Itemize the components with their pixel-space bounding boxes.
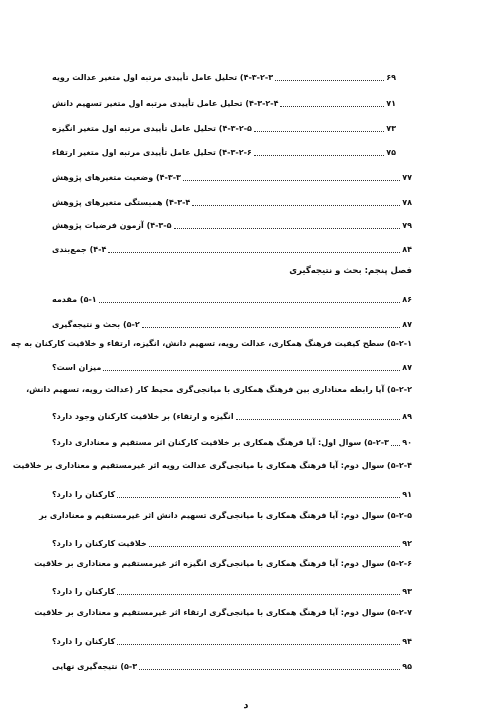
dot-leader (117, 644, 400, 645)
dot-leader (236, 419, 401, 420)
dot-leader (254, 155, 384, 156)
chapter-heading: فصل پنجم: بحث و نتیجه‌گیری (289, 266, 412, 276)
toc-entry-title: ۵-۲-۳) سوال اول: آیا فرهنگ همکاری بر خلاقیت کارکنان اثر مستقیم و معناداری دارد؟ (52, 438, 389, 447)
toc-entry-title: خلاقیت کارکنان را دارد؟ (52, 539, 147, 548)
toc-entry-line: ۵-۲-۱) سطح کیفیت فرهنگ همکاری، عدالت رویه، تسهیم دانش، انگیزه، ارتقاء و خلاقیت کارکنان به چه (10, 339, 412, 348)
toc-entry-page: ۹۳ (402, 587, 412, 596)
toc-entry-page: ۹۴ (402, 637, 412, 646)
toc-entry-title: انگیزه و ارتقاء) بر خلاقیت کارکنان وجود دارد؟ (52, 412, 234, 421)
dot-leader (117, 594, 400, 595)
toc-entry-line: ۵-۲-۷) سوال دوم: آیا فرهنگ همکاری با میانجی‌گری ارتقاء اثر غیرمستقیم و معناداری بر خلاقیت (34, 608, 412, 617)
toc-entry-title: میزان است؟ (52, 363, 102, 372)
dot-leader (275, 80, 384, 81)
toc-entry-title: ۴-۳-۴) همبستگی متغیرهای پژوهش (52, 198, 191, 207)
toc-entry-line: ۵-۲-۴) سوال دوم: آیا فرهنگ همکاری با میانجی‌گری عدالت رویه اثر غیرمستقیم و معناداری بر خلاقیت (12, 461, 412, 470)
toc-entry[interactable] (52, 238, 412, 256)
dot-leader (254, 131, 384, 132)
toc-entry-page: ۷۸ (402, 198, 412, 207)
toc-entry-title: ۵-۲) بحث و نتیجه‌گیری (52, 320, 140, 329)
toc-entry[interactable] (52, 313, 412, 331)
toc-entry-page: ۸۹ (402, 412, 412, 421)
toc-entry[interactable] (52, 630, 412, 648)
toc-entry-line: ۵-۲-۶) سوال دوم: آیا فرهنگ همکاری با میانجی‌گری انگیزه اثر غیرمستقیم و معناداری بر خلاقیت (34, 559, 412, 568)
dot-leader (280, 106, 384, 107)
toc-entry[interactable] (52, 141, 396, 159)
toc-entry-page: ۷۳ (386, 124, 396, 133)
toc-entry[interactable] (52, 191, 412, 209)
toc-entry-page: ۹۵ (402, 662, 412, 671)
toc-entry[interactable] (52, 117, 396, 135)
toc-entry[interactable] (52, 405, 412, 423)
toc-entry-title: ۴-۳-۳) وضعیت متغیرهای پژوهش (52, 173, 181, 182)
toc-entry-page: ۸۷ (402, 363, 412, 372)
dot-leader (108, 252, 400, 253)
toc-entry-title: ۴-۴) جمع‌بندی (52, 245, 107, 254)
toc-entry-title: ۴-۳-۲-۳) تحلیل عامل تأییدی مرتبه اول متغیر عدالت رویه (52, 73, 274, 82)
toc-entry-page: ۷۱ (386, 99, 396, 108)
toc-entry-page: ۹۱ (402, 490, 412, 499)
toc-entry-line: ۵-۲-۵) سوال دوم: آیا فرهنگ همکاری با میانجی‌گری تسهیم دانش اثر غیرمستقیم و معناداری بر (39, 511, 412, 520)
toc-entry-page: ۸۴ (402, 245, 412, 254)
toc-entry-title: کارکنان را دارد؟ (52, 490, 116, 499)
dot-leader (99, 302, 401, 303)
dot-leader (149, 546, 401, 547)
toc-entry-page: ۸۶ (402, 295, 412, 304)
toc-entry-title: ۴-۳-۲-۴) تحلیل عامل تأییدی مرتبه اول متغیر تسهیم دانش (52, 99, 279, 108)
toc-entry[interactable] (52, 214, 412, 232)
dot-leader (391, 445, 400, 446)
toc-entry-page: ۹۲ (402, 539, 412, 548)
dot-leader (142, 327, 401, 328)
toc-entry[interactable] (52, 532, 412, 550)
toc-entry-page: ۸۷ (402, 320, 412, 329)
toc-entry[interactable] (52, 655, 412, 673)
toc-entry[interactable] (52, 356, 412, 374)
dot-leader (117, 497, 400, 498)
toc-entry-title: ۵-۳) نتیجه‌گیری نهایی (52, 662, 138, 671)
toc-entry-page: ۷۹ (402, 221, 412, 230)
page-number: د (243, 700, 249, 711)
toc-entry-title: ۴-۳-۵) آزمون فرضیات پژوهش (52, 221, 172, 230)
toc-entry[interactable] (52, 166, 412, 184)
toc-entry-title: ۵-۱) مقدمه (52, 295, 97, 304)
toc-entry-line: ۵-۲-۲) آیا رابطه معناداری بین فرهنگ همکاری با میانجی‌گری محیط کار (عدالت رویه، تسهیم دانش، (26, 385, 412, 394)
toc-entry[interactable] (52, 431, 412, 449)
toc-entry[interactable] (52, 92, 396, 110)
toc-entry-page: ۷۵ (386, 148, 396, 157)
toc-entry-title: ۴-۳-۲-۵) تحلیل عامل تأییدی مرتبه اول متغیر انگیزه (52, 124, 252, 133)
dot-leader (174, 228, 401, 229)
toc-entry-title: کارکنان را دارد؟ (52, 637, 116, 646)
toc-entry[interactable] (52, 483, 412, 501)
toc-entry-page: ۷۷ (402, 173, 412, 182)
dot-leader (103, 370, 400, 371)
toc-entry[interactable] (52, 580, 412, 598)
toc-entry-page: ۹۰ (402, 438, 412, 447)
dot-leader (192, 205, 400, 206)
toc-entry-title: ۴-۳-۲-۶) تحلیل عامل تأییدی مرتبه اول متغیر ارتقاء (52, 148, 252, 157)
toc-entry[interactable] (52, 288, 412, 306)
toc-entry[interactable] (52, 66, 396, 84)
dot-leader (183, 180, 400, 181)
dot-leader (139, 669, 400, 670)
toc-entry-page: ۶۹ (386, 73, 396, 82)
toc-entry-title: کارکنان را دارد؟ (52, 587, 116, 596)
